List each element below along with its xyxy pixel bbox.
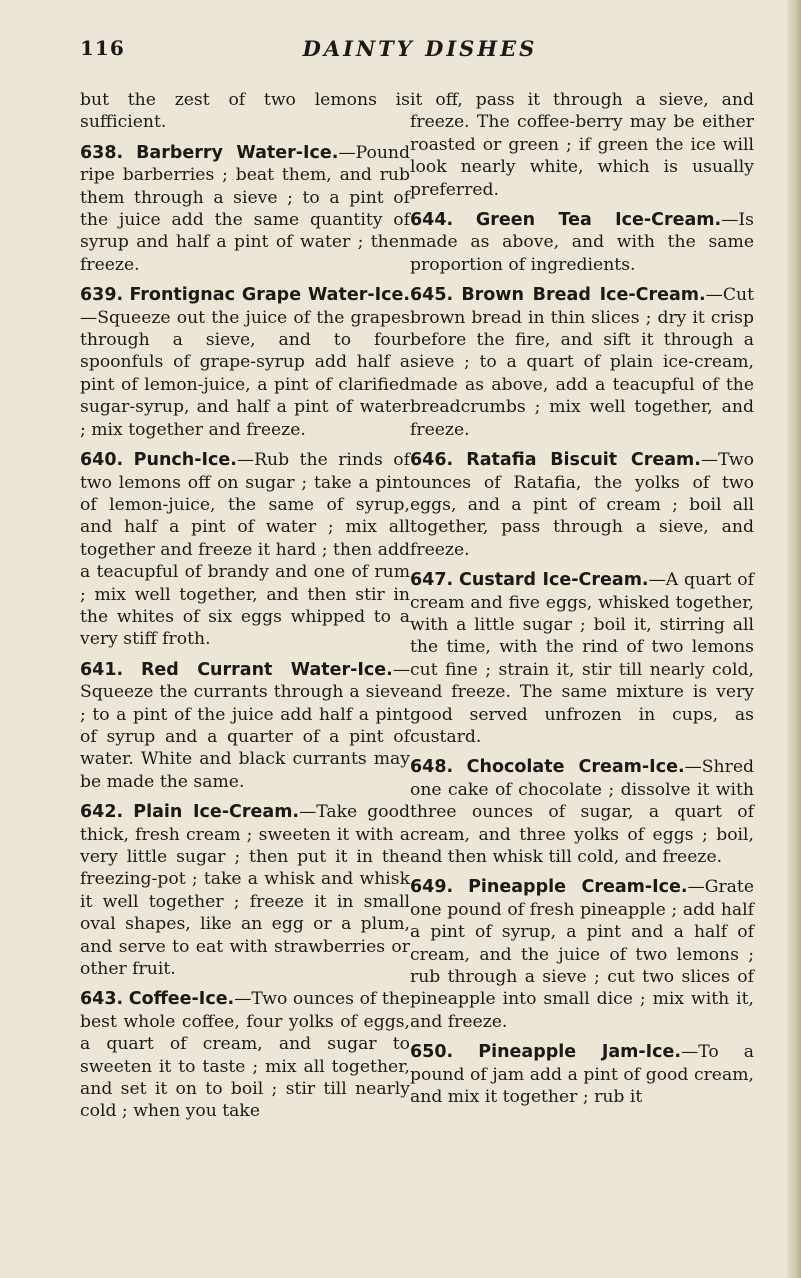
recipe-title: Barberry Water-Ice. (136, 142, 339, 163)
recipe-title: Frontignac Grape Water-Ice. (129, 285, 410, 306)
recipe-title: Brown Bread Ice-Cream. (461, 285, 706, 306)
recipe-number: 641. (80, 659, 124, 680)
continued-text: but the zest of two lemons is sufficient. (80, 90, 410, 133)
recipe-entry (410, 284, 754, 441)
recipe-entry (410, 1041, 754, 1108)
recipe-body: —Two ounces of the best whole coffee, four yolks of eggs, a quart of cream, and sugar to sweeten it to taste ; mix all together, and set it on to boil ; stir till nearly cold ; when you take (80, 989, 410, 1122)
recipe-entry (80, 284, 410, 441)
recipe-title: Coffee-Ice. (128, 989, 235, 1010)
recipe-title: Ratafia Biscuit Cream. (466, 450, 701, 471)
right-column (410, 89, 754, 1116)
recipe-number: 642. (80, 802, 124, 823)
recipe-number: 639. (80, 285, 124, 306)
recipe-number: 649. (410, 877, 454, 898)
recipe-title: Plain Ice-Cream. (133, 802, 300, 823)
recipe-title: Chocolate Cream-Ice. (466, 757, 685, 778)
recipe-number: 644. (410, 210, 454, 231)
page-edge (787, 0, 801, 1278)
recipe-number: 640. (80, 450, 124, 471)
recipe-body: —Is made as above, and with the same proportion of ingredients. (410, 210, 754, 275)
recipe-body: —Take good thick, fresh cream ; sweeten it with a very little sugar ; then put it in the freezing-pot ; take a whisk and whisk it well together ; freeze it in small oval shapes, like an egg or a plum, and serve to eat with strawberries or other fruit. (80, 802, 410, 980)
recipe-body: —Shred one cake of chocolate ; dissolve it with three ounces of sugar, a quart of cream, and three yolks of eggs ; boil, and then whisk till cold, and freeze. (410, 757, 755, 867)
running-title: DAINTY DISHES (302, 36, 538, 61)
recipe-body: —To a pound of jam add a pint of good cream, and mix it together ; rub it (410, 1042, 755, 1108)
recipe-entry (410, 209, 754, 276)
recipe-number: 650. (410, 1042, 454, 1063)
recipe-body: —A quart of cream and five eggs, whisked together, with a little sugar ; boil it, stirring all the time, with the rind of two lemons cut fine ; strain it, stir till nearly cold, and freeze. The same mixture is very good served unfrozen in cups, as custard. (410, 570, 754, 747)
recipe-entry (80, 659, 410, 793)
recipe-number: 645. (410, 285, 454, 306)
recipe-number: 648. (410, 757, 454, 778)
recipe-entry (80, 449, 410, 651)
recipe-list (410, 209, 754, 1108)
recipe-entry (80, 988, 410, 1122)
recipe-body: —Squeeze out the juice of the grapes through a sieve, and to four spoonfuls of grape-syrup add half a pint of lemon-juice, a pint of clarified sugar-syrup, and half a pint of water ; mix together and freeze. (80, 307, 410, 440)
page-header (80, 36, 760, 66)
recipe-entry (410, 756, 754, 868)
recipe-entry (410, 876, 754, 1033)
left-column (80, 89, 410, 1131)
recipe-body: —Rub the rinds of two lemons off on sugar ; take a pint of lemon-juice, the same of syrup, and half a pint of water ; mix all together and freeze it hard ; then add a teacupful of brandy and one of rum ; mix well together, and then stir in the whites of six eggs whipped to a very stiff froth. (80, 450, 410, 650)
recipe-title: Custard Ice-Cream. (459, 570, 649, 591)
recipe-title: Pineapple Jam-Ice. (478, 1042, 682, 1063)
recipe-title: Red Currant Water-Ice. (140, 659, 393, 680)
recipe-number: 647. (410, 570, 454, 591)
recipe-body: —Grate one pound of fresh pineapple ; add half a pint of syrup, a pint and a half of cream, and the juice of two lemons ; rub through a sieve ; cut two slices of pineapple into small dice ; mix with it, and freeze. (410, 877, 754, 1032)
recipe-entry (410, 569, 754, 748)
recipe-title: Green Tea Ice-Cream. (475, 210, 722, 231)
page-number: 116 (80, 36, 125, 60)
recipe-entry (80, 142, 410, 276)
recipe-number: 638. (80, 142, 124, 163)
recipe-body: —Two ounces of Ratafia, the yolks of two eggs, and a pint of cream ; boil all together, pass through a sieve, and freeze. (410, 450, 754, 560)
continued-text: it off, pass it through a sieve, and freeze. The coffee-berry may be either roasted or green ; if green the ice will look nearly white, which is usually preferred. (410, 90, 754, 200)
recipe-body: —Cut brown bread in thin slices ; dry it crisp before the fire, and sift it through a sieve ; to a quart of plain ice-cream, made as above, add a teacupful of the breadcrumbs ; mix well together, and freeze. (410, 285, 754, 440)
recipe-entry (410, 449, 754, 561)
recipe-title: Pineapple Cream-Ice. (468, 877, 688, 898)
recipe-body: —Squeeze the currants through a sieve ; to a pint of the juice add half a pint of syrup and a quarter of a pint of water. White and black currants may be made the same. (80, 659, 410, 792)
recipe-title: Punch-Ice. (133, 450, 237, 471)
recipe-number: 646. (410, 450, 454, 471)
recipe-number: 643. (80, 989, 124, 1010)
recipe-list (80, 142, 410, 1123)
recipe-body: —Pound ripe barberries ; beat them, and rub them through a sieve ; to a pint of the juice add the same quantity of syrup and half a pint of water ; then freeze. (80, 142, 410, 275)
recipe-entry (80, 801, 410, 980)
